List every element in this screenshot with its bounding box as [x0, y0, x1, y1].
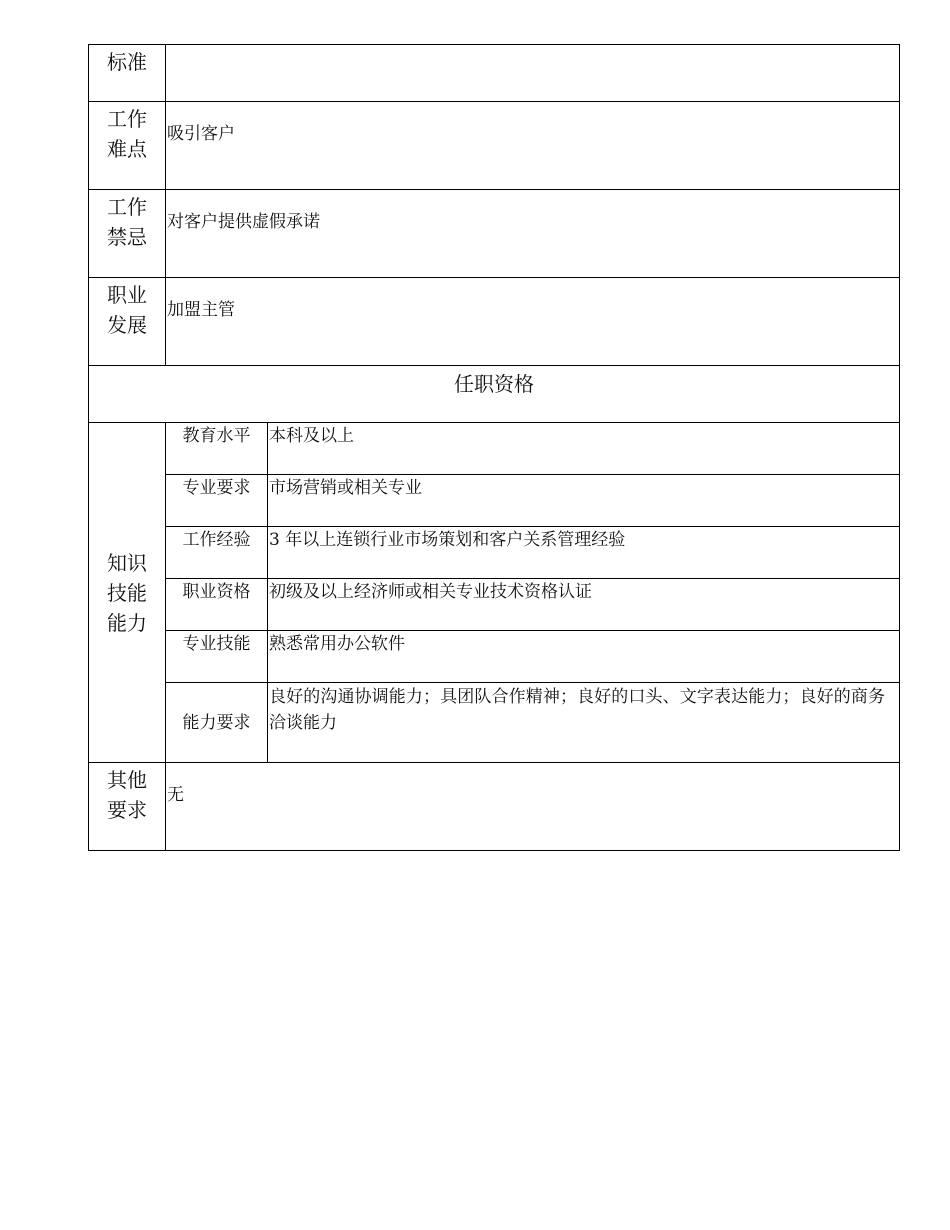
- label-career: [89, 278, 166, 366]
- qual-row-education: [89, 423, 900, 475]
- label-knowledge-line3: 能力: [107, 610, 147, 635]
- value-difficulty: 吸引客户: [166, 102, 900, 190]
- label-taboo-line2: 禁忌: [107, 225, 147, 249]
- label-difficulty-line2: 难点: [107, 137, 147, 161]
- label-knowledge-line1: 知识: [107, 550, 147, 575]
- row-difficulty: [89, 102, 900, 190]
- label-standard-line1: 标准: [107, 50, 147, 74]
- qual-label-ability: 能力要求: [166, 683, 268, 763]
- label-taboo: [89, 190, 166, 278]
- row-career: [89, 278, 900, 366]
- qual-value-ability: 良好的沟通协调能力；具团队合作精神；良好的口头、文字表达能力；良好的商务洽谈能力: [268, 683, 900, 763]
- qual-row-skills: [89, 631, 900, 683]
- label-career-line2: 发展: [107, 313, 147, 337]
- row-standard: [89, 45, 900, 102]
- label-other: [89, 763, 166, 851]
- label-other-line2: 要求: [107, 798, 147, 822]
- label-career-line1: 职业: [107, 283, 147, 307]
- row-taboo: [89, 190, 900, 278]
- qual-value-education: 本科及以上: [268, 423, 900, 475]
- qual-value-major: 市场营销或相关专业: [268, 475, 900, 527]
- label-difficulty-line1: 工作: [107, 107, 147, 131]
- qual-label-education: 教育水平: [166, 423, 268, 475]
- qual-label-skills: 专业技能: [166, 631, 268, 683]
- label-taboo-line1: 工作: [107, 195, 147, 219]
- qual-value-skills: 熟悉常用办公软件: [268, 631, 900, 683]
- qual-row-major: [89, 475, 900, 527]
- value-taboo: 对客户提供虚假承诺: [166, 190, 900, 278]
- qual-row-certification: [89, 579, 900, 631]
- label-other-line1: 其他: [107, 768, 147, 792]
- value-other: 无: [166, 763, 900, 851]
- value-career: 加盟主管: [166, 278, 900, 366]
- qual-label-major: 专业要求: [166, 475, 268, 527]
- job-description-table: [88, 44, 900, 851]
- section-title: 任职资格: [89, 366, 900, 423]
- label-knowledge-skills: [89, 423, 166, 763]
- qual-label-certification: 职业资格: [166, 579, 268, 631]
- qual-label-experience: 工作经验: [166, 527, 268, 579]
- qual-row-ability: [89, 683, 900, 763]
- row-other: [89, 763, 900, 851]
- label-knowledge-line2: 技能: [107, 580, 147, 605]
- qual-value-certification: 初级及以上经济师或相关专业技术资格认证: [268, 579, 900, 631]
- qual-row-experience: [89, 527, 900, 579]
- label-difficulty: [89, 102, 166, 190]
- label-standard: [89, 45, 166, 102]
- row-qualifications-title: [89, 366, 900, 423]
- value-standard: [166, 45, 900, 102]
- qual-value-experience: 3 年以上连锁行业市场策划和客户关系管理经验: [268, 527, 900, 579]
